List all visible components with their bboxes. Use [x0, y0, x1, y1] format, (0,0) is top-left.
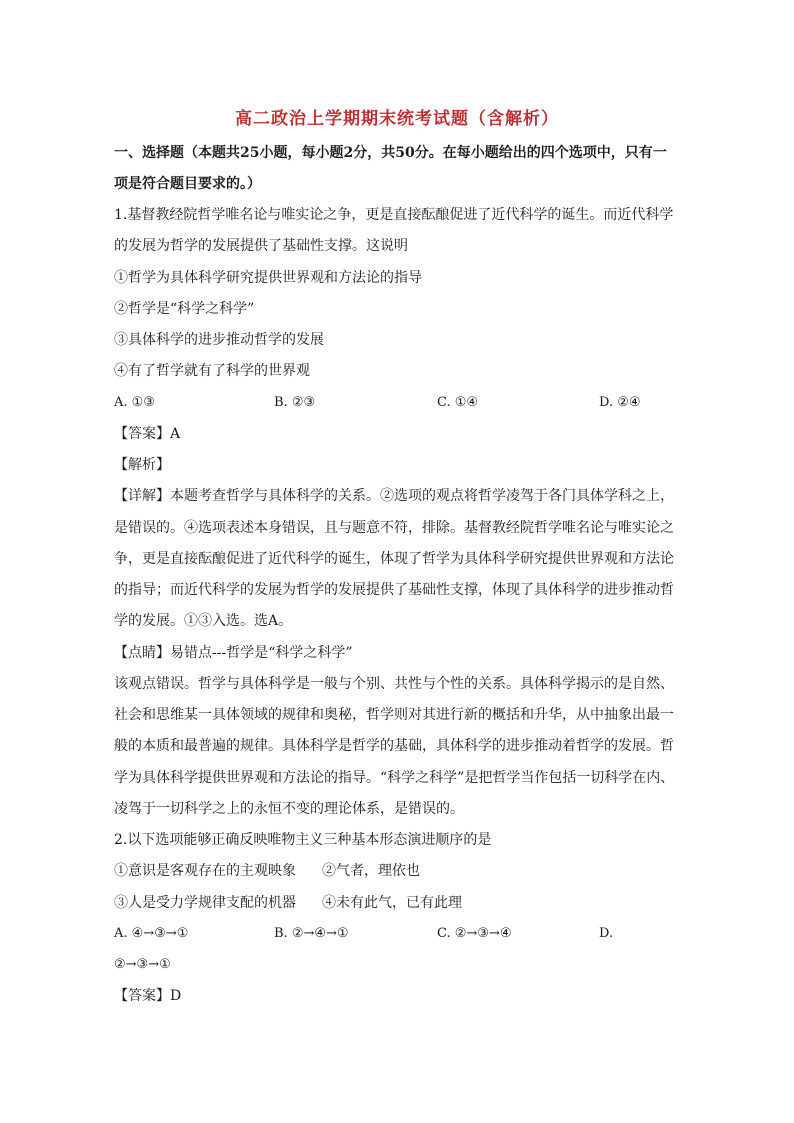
q1-option-b: B. ②③ [274, 395, 316, 410]
q1-statement-1: ①哲学为具体科学研究提供世界观和方法论的指导 [114, 270, 422, 286]
q1-analysis-label: 【解析】 [114, 457, 170, 473]
q2-answer: 【答案】D [114, 988, 182, 1004]
q1-statement-2: ②哲学是“科学之科学” [114, 301, 255, 317]
q1-option-c: C. ①④ [437, 395, 479, 410]
section-header-line-1: 一、选择题（本题共25小题，每小题2分，共50分。在每小题给出的四个选项中，只有一 [114, 145, 667, 161]
q1-tip-line-1: 该观点错误。哲学与具体科学是一般与个别、共性与个性的关系。具体科学揭示的是自然、 [114, 676, 674, 692]
q1-detail-line-1: 【详解】本题考查哲学与具体科学的关系。②选项的观点将哲学凌驾于各门具体学科之上， [114, 488, 674, 504]
q2-statement-2: ②气者，理依也 [322, 863, 420, 879]
q1-detail-line-5: 学的发展。①③入选。选A。 [114, 613, 293, 629]
q1-stem-line-2: 的发展为哲学的发展提供了基础性支撑。这说明 [114, 238, 408, 254]
q1-option-a: A. ①③ [114, 395, 155, 410]
q1-tip-heading: 【点睛】易错点---哲学是“科学之科学” [114, 645, 353, 661]
page-title: 高二政治上学期期末统考试题（含解析） [235, 109, 559, 129]
q1-tip-line-5: 凌驾于一切科学之上的永恒不变的理论体系，是错误的。 [114, 801, 464, 817]
q1-statement-3: ③具体科学的进步推动哲学的发展 [114, 332, 324, 348]
q2-option-a: A. ④→③→① [114, 926, 189, 941]
q1-stem-line-1: 1.基督教经院哲学唯名论与唯实论之争，更是直接酝酿促进了近代科学的诞生。而近代科学 [114, 207, 674, 223]
q1-answer: 【答案】A [114, 426, 181, 442]
q2-option-d: D. [599, 926, 614, 941]
q1-tip-line-2: 社会和思维某一具体领域的规律和奥秘，哲学则对其进行新的概括和升华，从中抽象出最一 [114, 707, 674, 723]
q1-tip-line-4: 学为具体科学提供世界观和方法论的指导。“科学之科学”是把哲学当作包括一切科学在内、 [114, 770, 675, 786]
q2-option-b: B. ②→④→① [274, 926, 349, 941]
q2-statement-3: ③人是受力学规律支配的机器 [114, 895, 296, 911]
q1-detail-line-4: 的指导；而近代科学的发展为哲学的发展提供了基础性支撑，体现了具体科学的进步推动哲 [114, 582, 674, 598]
q1-detail-line-3: 争，更是直接酝酿促进了近代科学的诞生，体现了哲学为具体科学研究提供世界观和方法论 [114, 551, 674, 567]
q2-stem: 2.以下选项能够正确反映唯物主义三种基本形态演进顺序的是 [114, 832, 492, 848]
q1-detail-line-2: 是错误的。④选项表述本身错误，且与题意不符，排除。基督教经院哲学唯名论与唯实论之 [114, 520, 674, 536]
q2-statement-1: ①意识是客观存在的主观映象 [114, 863, 296, 879]
q1-tip-line-3: 般的本质和最普遍的规律。具体科学是哲学的基础，具体科学的进步推动着哲学的发展。哲 [114, 738, 674, 754]
q2-statement-4: ④未有此气，已有此理 [322, 895, 462, 911]
q2-option-d-continued: ②→③→① [114, 957, 171, 972]
section-header-line-2: 项是符合题目要求的。） [114, 176, 261, 192]
q1-option-d: D. ②④ [599, 395, 641, 410]
q1-statement-4: ④有了哲学就有了科学的世界观 [114, 363, 310, 379]
q2-option-c: C. ②→③→④ [437, 926, 512, 941]
